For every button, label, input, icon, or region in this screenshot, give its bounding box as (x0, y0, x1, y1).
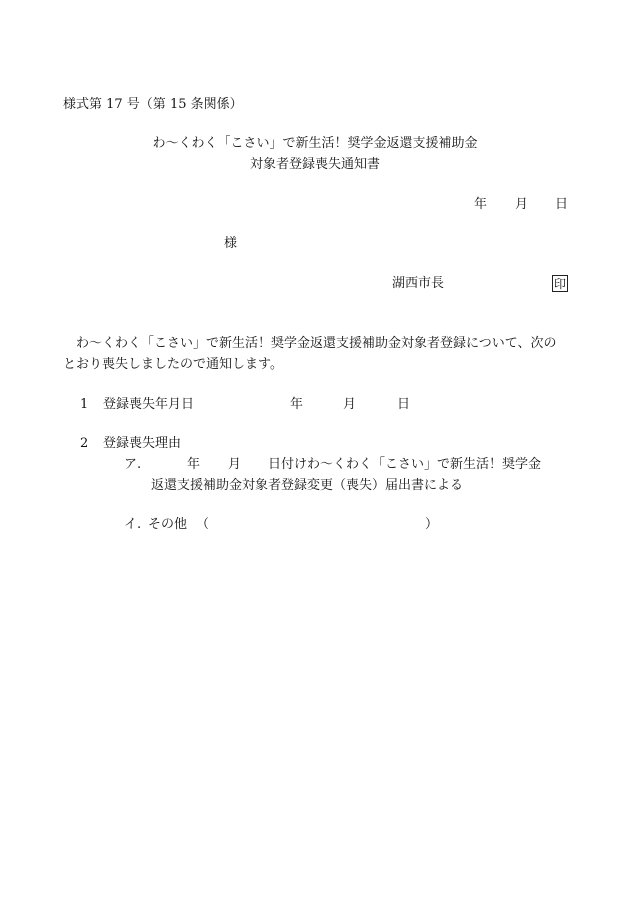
option-a-text-line1: 日付けわ～くわく「こさい」で新生活！奨学金 (268, 457, 542, 472)
item2-number: 2 (80, 436, 89, 451)
option-i-open-paren: （ (196, 517, 210, 532)
body-text-line2: とおり喪失しましたので通知します。 (63, 357, 283, 372)
item1-day-label: 日 (397, 397, 411, 412)
option-i-label: その他 (148, 517, 188, 532)
seal-mark: 印 (553, 276, 566, 291)
item1-year-label: 年 (290, 397, 304, 412)
option-i-close-paren: ） (425, 517, 439, 532)
document-title-line1: わ～くわく「こさい」で新生活！奨学金返還支援補助金 (152, 136, 478, 151)
date-month-label: 月 (515, 197, 529, 212)
date-year-label: 年 (474, 197, 488, 212)
issuer-name: 湖西市長 (392, 276, 445, 291)
option-a-text-line2: 返還支援補助金対象者登録変更（喪失）届出書による (151, 478, 464, 493)
option-a-year-label: 年 (187, 457, 201, 472)
form-number: 様式第 17 号（第 15 条関係） (63, 97, 243, 112)
date-day-label: 日 (555, 197, 569, 212)
item1-label: 登録喪失年月日 (103, 397, 195, 412)
addressee-suffix: 様 (224, 236, 238, 251)
document-title-line2: 対象者登録喪失通知書 (249, 157, 380, 172)
option-a-month-label: 月 (228, 457, 242, 472)
item2-label: 登録喪失理由 (103, 436, 182, 451)
option-i-marker: イ. (124, 517, 142, 532)
item1-month-label: 月 (343, 397, 357, 412)
option-a-marker: ア. (124, 457, 142, 472)
item1-number: 1 (80, 397, 89, 412)
body-text-line1: わ～くわく「こさい」で新生活！奨学金返還支援補助金対象者登録について、次の (76, 336, 557, 351)
